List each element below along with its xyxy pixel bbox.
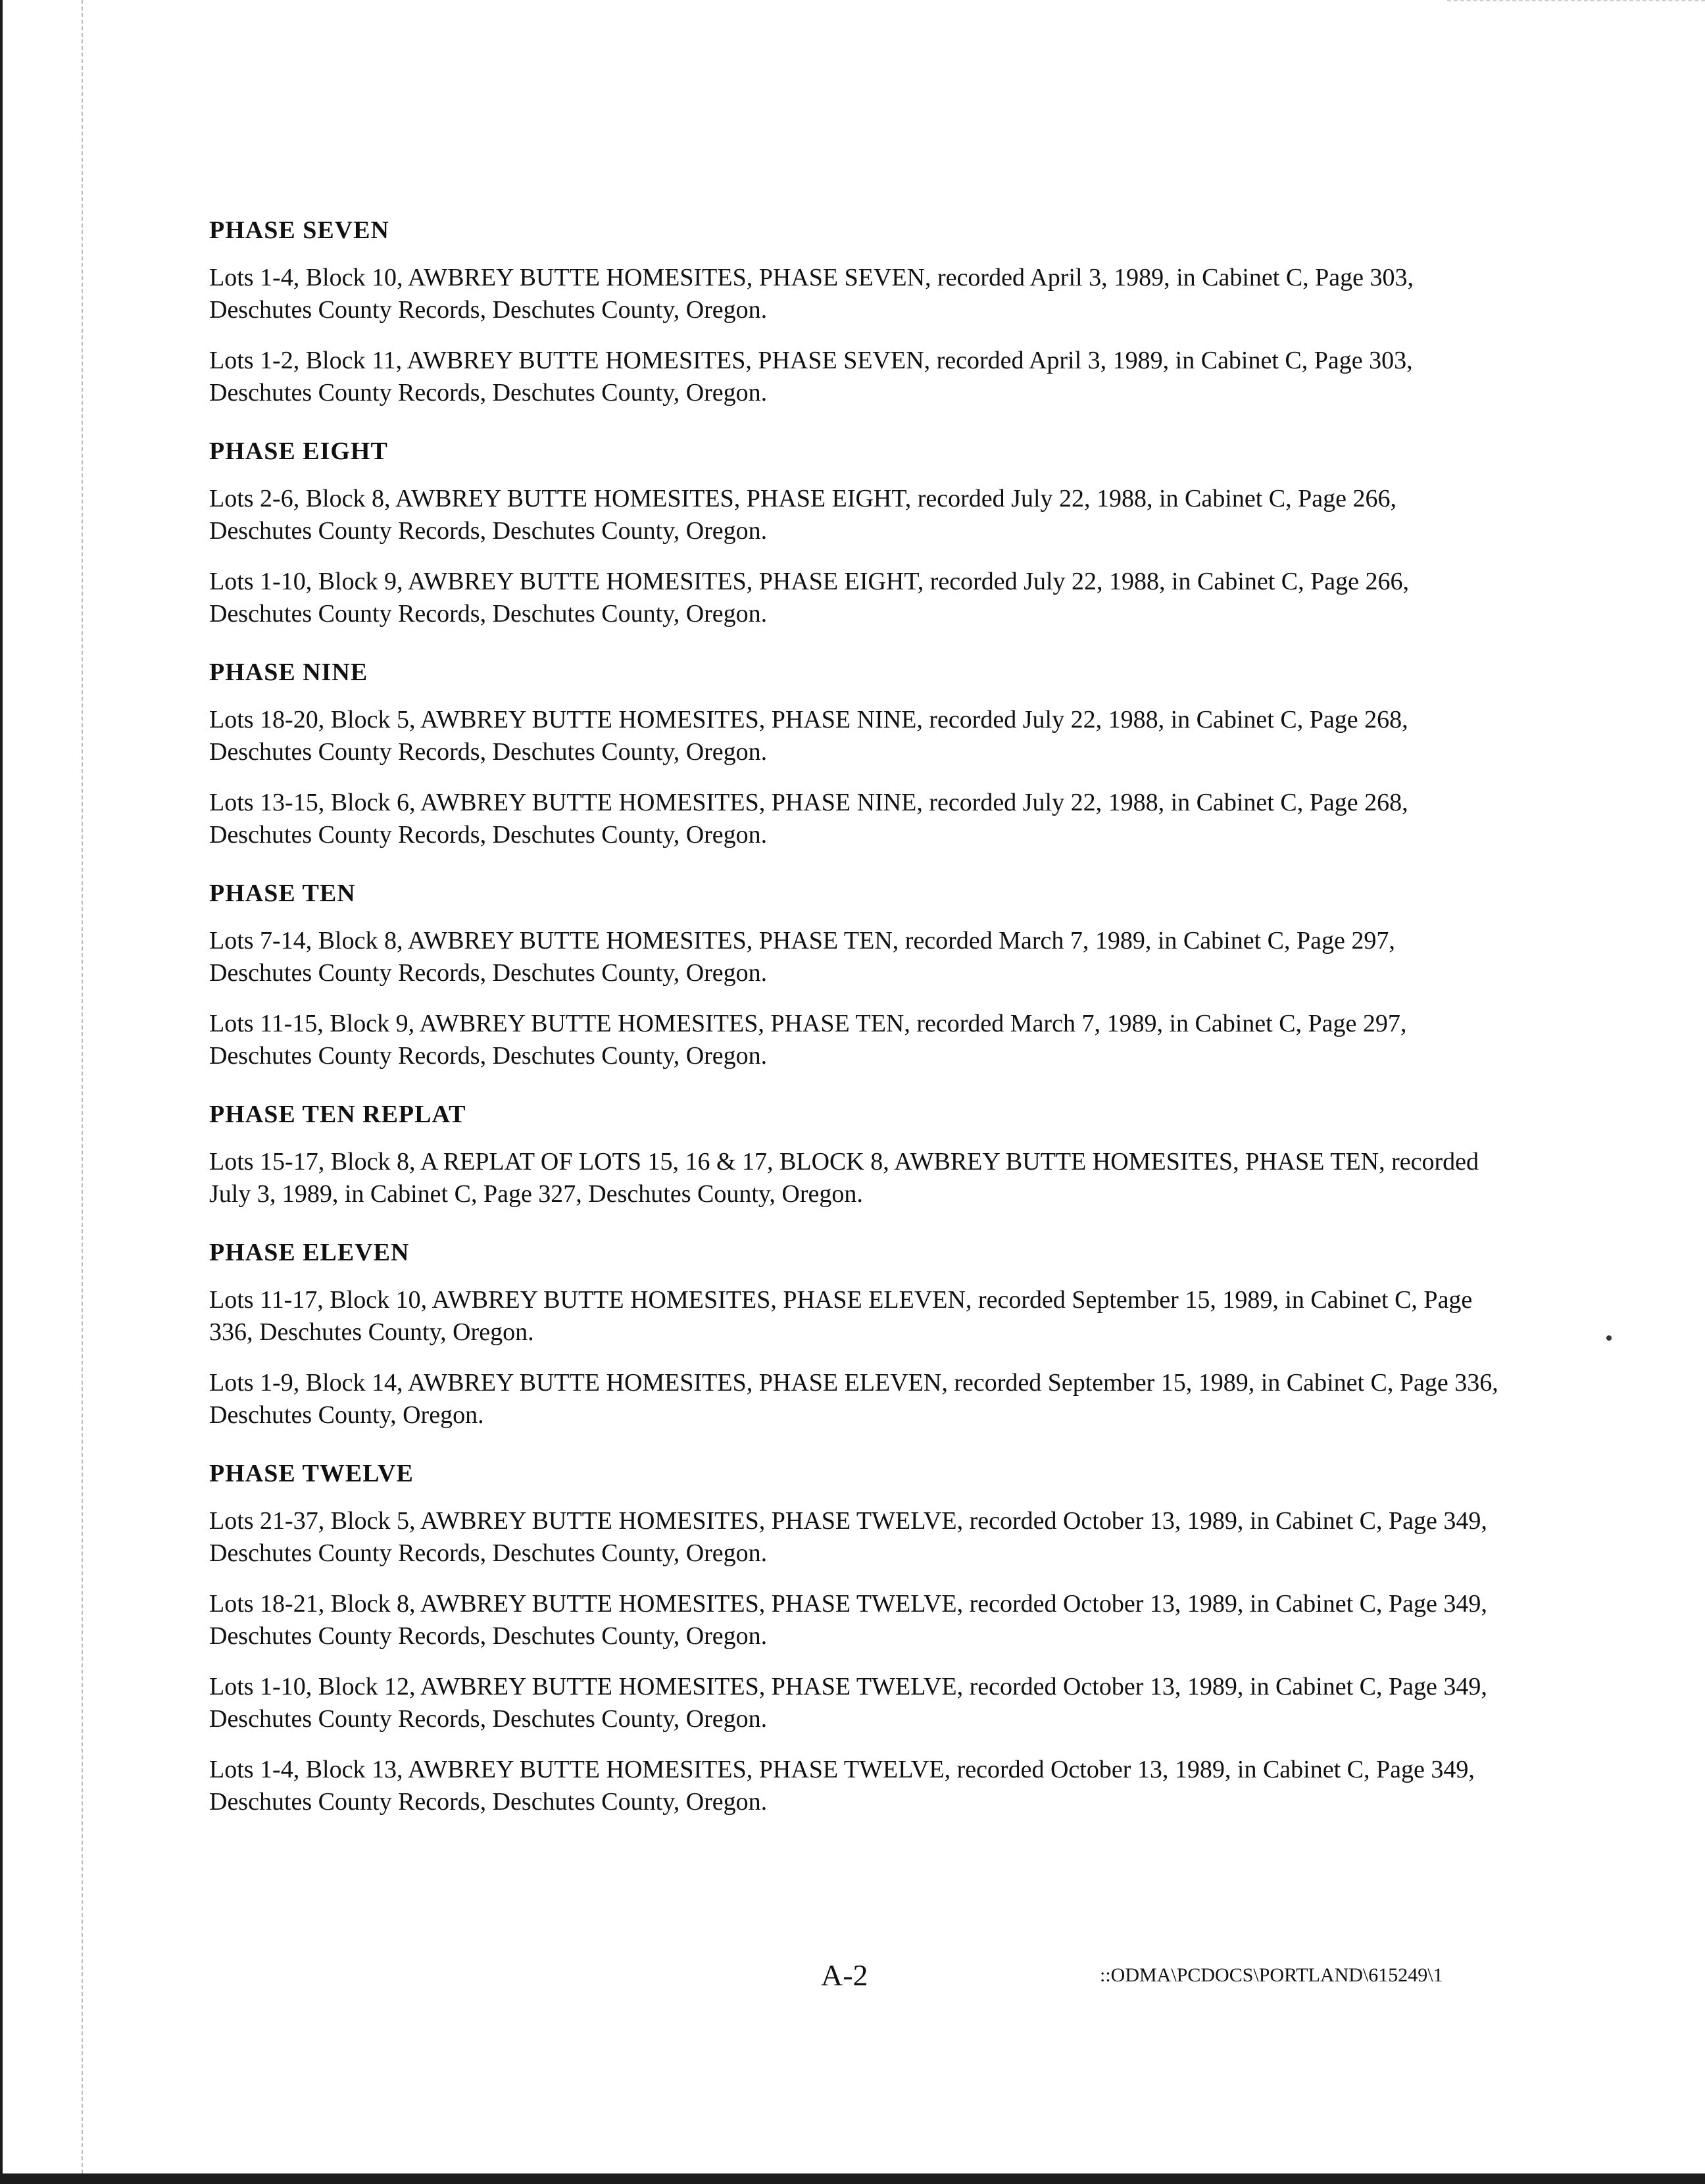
section-heading: PHASE TWELVE xyxy=(209,1460,414,1487)
scan-edge-bottom xyxy=(0,2173,1705,2184)
lot-entry: Lots 2-6, Block 8, AWBREY BUTTE HOMESITES, PHASE EIGHT, recorded July 22, 1988, in Cabinet C, Page 266, Deschutes County Records, Deschutes County, Oregon. xyxy=(209,485,1396,545)
lot-entry: Lots 1-10, Block 12, AWBREY BUTTE HOMESITES, PHASE TWELVE, recorded October 13, 1989, in Cabinet C, Page 349, Deschutes County Records, Deschutes County, Oregon. xyxy=(209,1673,1487,1733)
lot-entry: Lots 1-4, Block 10, AWBREY BUTTE HOMESITES, PHASE SEVEN, recorded April 3, 1989, in Cabinet C, Page 303, Deschutes County Records, Deschutes County, Oregon. xyxy=(209,264,1414,324)
section-heading: PHASE ELEVEN xyxy=(209,1239,410,1266)
margin-line xyxy=(82,0,83,2173)
lot-entry: Lots 13-15, Block 6, AWBREY BUTTE HOMESITES, PHASE NINE, recorded July 22, 1988, in Cabinet C, Page 268, Deschutes County Records, Deschutes County, Oregon. xyxy=(209,789,1408,849)
section-phase-eight xyxy=(209,435,1498,630)
section-heading: PHASE TEN xyxy=(209,880,356,907)
section-phase-eleven xyxy=(209,1237,1498,1431)
document-path: ::ODMA\PCDOCS\PORTLAND\615249\1 xyxy=(1100,1964,1443,1986)
section-phase-nine xyxy=(209,657,1498,851)
section-heading: PHASE SEVEN xyxy=(209,216,389,244)
lot-entry: Lots 11-15, Block 9, AWBREY BUTTE HOMESITES, PHASE TEN, recorded March 7, 1989, in Cabinet C, Page 297, Deschutes County Records, Deschutes County, Oregon. xyxy=(209,1010,1407,1070)
lot-entry: Lots 1-2, Block 11, AWBREY BUTTE HOMESITES, PHASE SEVEN, recorded April 3, 1989, in Cabinet C, Page 303, Deschutes County Records, Deschutes County, Oregon. xyxy=(209,347,1413,407)
stray-mark xyxy=(1606,1335,1612,1341)
page-number: A-2 xyxy=(821,1958,868,1992)
lot-entry: Lots 1-4, Block 13, AWBREY BUTTE HOMESITES, PHASE TWELVE, recorded October 13, 1989, in Cabinet C, Page 349, Deschutes County Records, Deschutes County, Oregon. xyxy=(209,1756,1475,1816)
section-phase-ten xyxy=(209,878,1498,1072)
lot-entry: Lots 7-14, Block 8, AWBREY BUTTE HOMESITES, PHASE TEN, recorded March 7, 1989, in Cabinet C, Page 297, Deschutes County Records, Deschutes County, Oregon. xyxy=(209,927,1395,987)
section-heading: PHASE EIGHT xyxy=(209,437,388,465)
lot-entry: Lots 15-17, Block 8, A REPLAT OF LOTS 15, 16 & 17, BLOCK 8, AWBREY BUTTE HOMESITES, PHASE TEN, recorded July 3, 1989, in Cabinet C, Page 327, Deschutes County, Oregon. xyxy=(209,1148,1479,1208)
lot-entry: Lots 21-37, Block 5, AWBREY BUTTE HOMESITES, PHASE TWELVE, recorded October 13, 1989, in Cabinet C, Page 349, Deschutes County Records, Deschutes County, Oregon. xyxy=(209,1507,1487,1567)
scan-edge-left xyxy=(0,0,3,2184)
lot-entry: Lots 18-21, Block 8, AWBREY BUTTE HOMESITES, PHASE TWELVE, recorded October 13, 1989, in Cabinet C, Page 349, Deschutes County Records, Deschutes County, Oregon. xyxy=(209,1590,1487,1650)
section-phase-twelve xyxy=(209,1458,1498,1818)
lot-entry: Lots 1-10, Block 9, AWBREY BUTTE HOMESITES, PHASE EIGHT, recorded July 22, 1988, in Cabinet C, Page 266, Deschutes County Records, Deschutes County, Oregon. xyxy=(209,568,1409,628)
section-phase-seven xyxy=(209,214,1498,409)
top-rule xyxy=(1447,0,1705,1)
section-heading: PHASE NINE xyxy=(209,658,368,686)
lot-entry: Lots 1-9, Block 14, AWBREY BUTTE HOMESITES, PHASE ELEVEN, recorded September 15, 1989, in Cabinet C, Page 336, Deschutes County, Oregon. xyxy=(209,1369,1498,1429)
lot-entry: Lots 11-17, Block 10, AWBREY BUTTE HOMESITES, PHASE ELEVEN, recorded September 15, 1989, in Cabinet C, Page 336, Deschutes County, Oregon. xyxy=(209,1286,1473,1346)
lot-entry: Lots 18-20, Block 5, AWBREY BUTTE HOMESITES, PHASE NINE, recorded July 22, 1988, in Cabinet C, Page 268, Deschutes County Records, Deschutes County, Oregon. xyxy=(209,706,1408,766)
document-body xyxy=(209,214,1498,1845)
section-heading: PHASE TEN REPLAT xyxy=(209,1101,466,1128)
section-phase-ten-replat xyxy=(209,1099,1498,1210)
